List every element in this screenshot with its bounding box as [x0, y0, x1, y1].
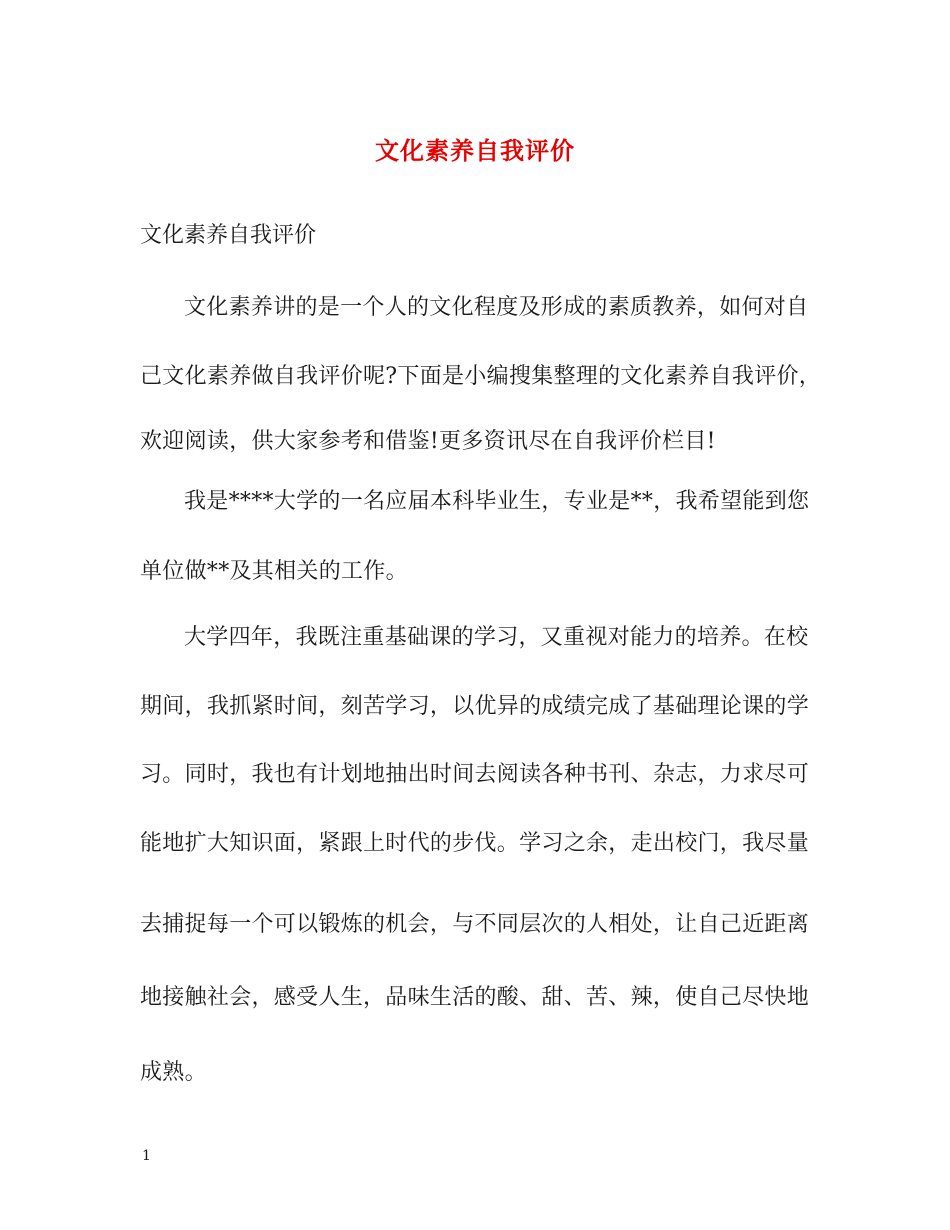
paragraph-line: 习。同时，我也有计划地抽出时间去阅读各种书刊、杂志，力求尽可	[140, 762, 810, 787]
paragraph-line: 地接触社会，感受人生，品味生活的酸、甜、苦、辣，使自己尽快地	[140, 985, 810, 1010]
paragraph-line: 文化素养讲的是一个人的文化程度及形成的素质教养，如何对自	[184, 295, 809, 320]
document-subtitle: 文化素养自我评价	[140, 223, 317, 248]
paragraph-line: 单位做**及其相关的工作。	[140, 559, 408, 584]
paragraph-line: 欢迎阅读，供大家参考和借鉴!更多资讯尽在自我评价栏目!	[140, 429, 716, 454]
paragraph-line: 能地扩大知识面，紧跟上时代的步伐。学习之余，走出校门，我尽量	[140, 831, 810, 856]
paragraph-line: 成熟。	[140, 1060, 207, 1085]
paragraph-line: 大学四年，我既注重基础课的学习，又重视对能力的培养。在校	[184, 625, 809, 650]
paragraph-line: 己文化素养做自我评价呢?下面是小编搜集整理的文化素养自我评价，	[140, 364, 822, 389]
paragraph-line: 去捕捉每一个可以锻炼的机会，与不同层次的人相处，让自己近距离	[140, 912, 810, 937]
document-title: 文化素养自我评价	[375, 136, 575, 165]
paragraph-line: 我是****大学的一名应届本科毕业生，专业是**，我希望能到您	[184, 489, 810, 514]
page-number: 1	[142, 1148, 151, 1164]
paragraph-line: 期间，我抓紧时间，刻苦学习，以优异的成绩完成了基础理论课的学	[140, 694, 810, 719]
